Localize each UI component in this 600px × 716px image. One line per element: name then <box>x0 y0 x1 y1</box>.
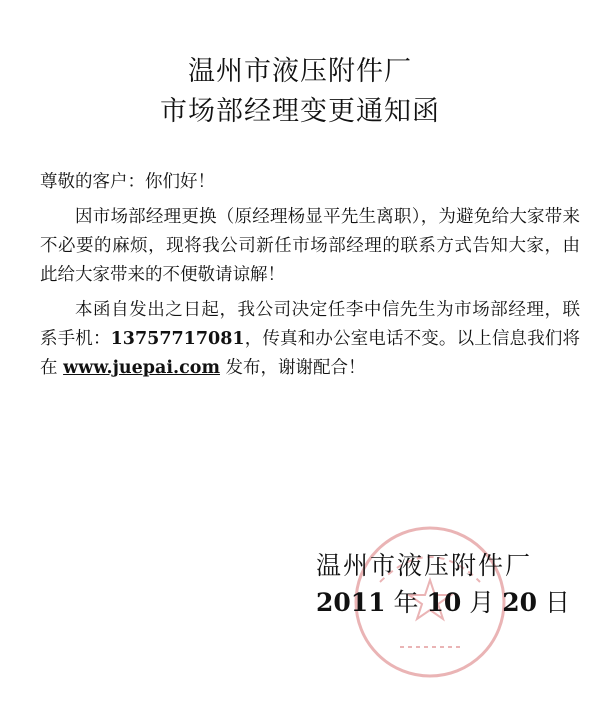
letter-body <box>40 168 580 389</box>
paragraph-2-text-b: ，传真和办公室电话不变。以上信息我们将在 <box>40 329 581 378</box>
document-header <box>0 52 600 132</box>
signature-date <box>316 584 596 622</box>
date-year: 2011 <box>316 588 386 617</box>
date-day: 20 <box>502 588 537 617</box>
company-title: 温州市液压附件厂 <box>188 56 412 87</box>
notice-title: 市场部经理变更通知函 <box>160 96 440 127</box>
signature-block <box>316 548 596 622</box>
website-link[interactable]: www.juepai.com <box>63 358 220 378</box>
signature-company: 温州市液压附件厂 <box>316 551 533 580</box>
date-year-unit: 年 <box>385 588 427 617</box>
paragraph-1: 因市场部经理更换（原经理杨显平先生离职），为避免给大家带来不必要的麻烦，现将我公司新任市场部经理的联系方式告知大家，由此给大家带来的不便敬请谅解！ <box>40 207 580 285</box>
paragraph-2-text-a: 本函自发出之日起，我公司决定任李中信先生为市场部经理，联系手机： <box>40 300 580 349</box>
phone-number: 13757717081 <box>110 329 245 349</box>
date-month-unit: 月 <box>461 588 503 617</box>
paragraph-2 <box>40 296 580 383</box>
date-month: 10 <box>426 588 462 617</box>
date-day-unit: 日 <box>537 588 570 617</box>
greeting: 尊敬的客户：你们好！ <box>40 172 215 192</box>
paragraph-2-text-c: 发布，谢谢配合！ <box>219 358 366 378</box>
